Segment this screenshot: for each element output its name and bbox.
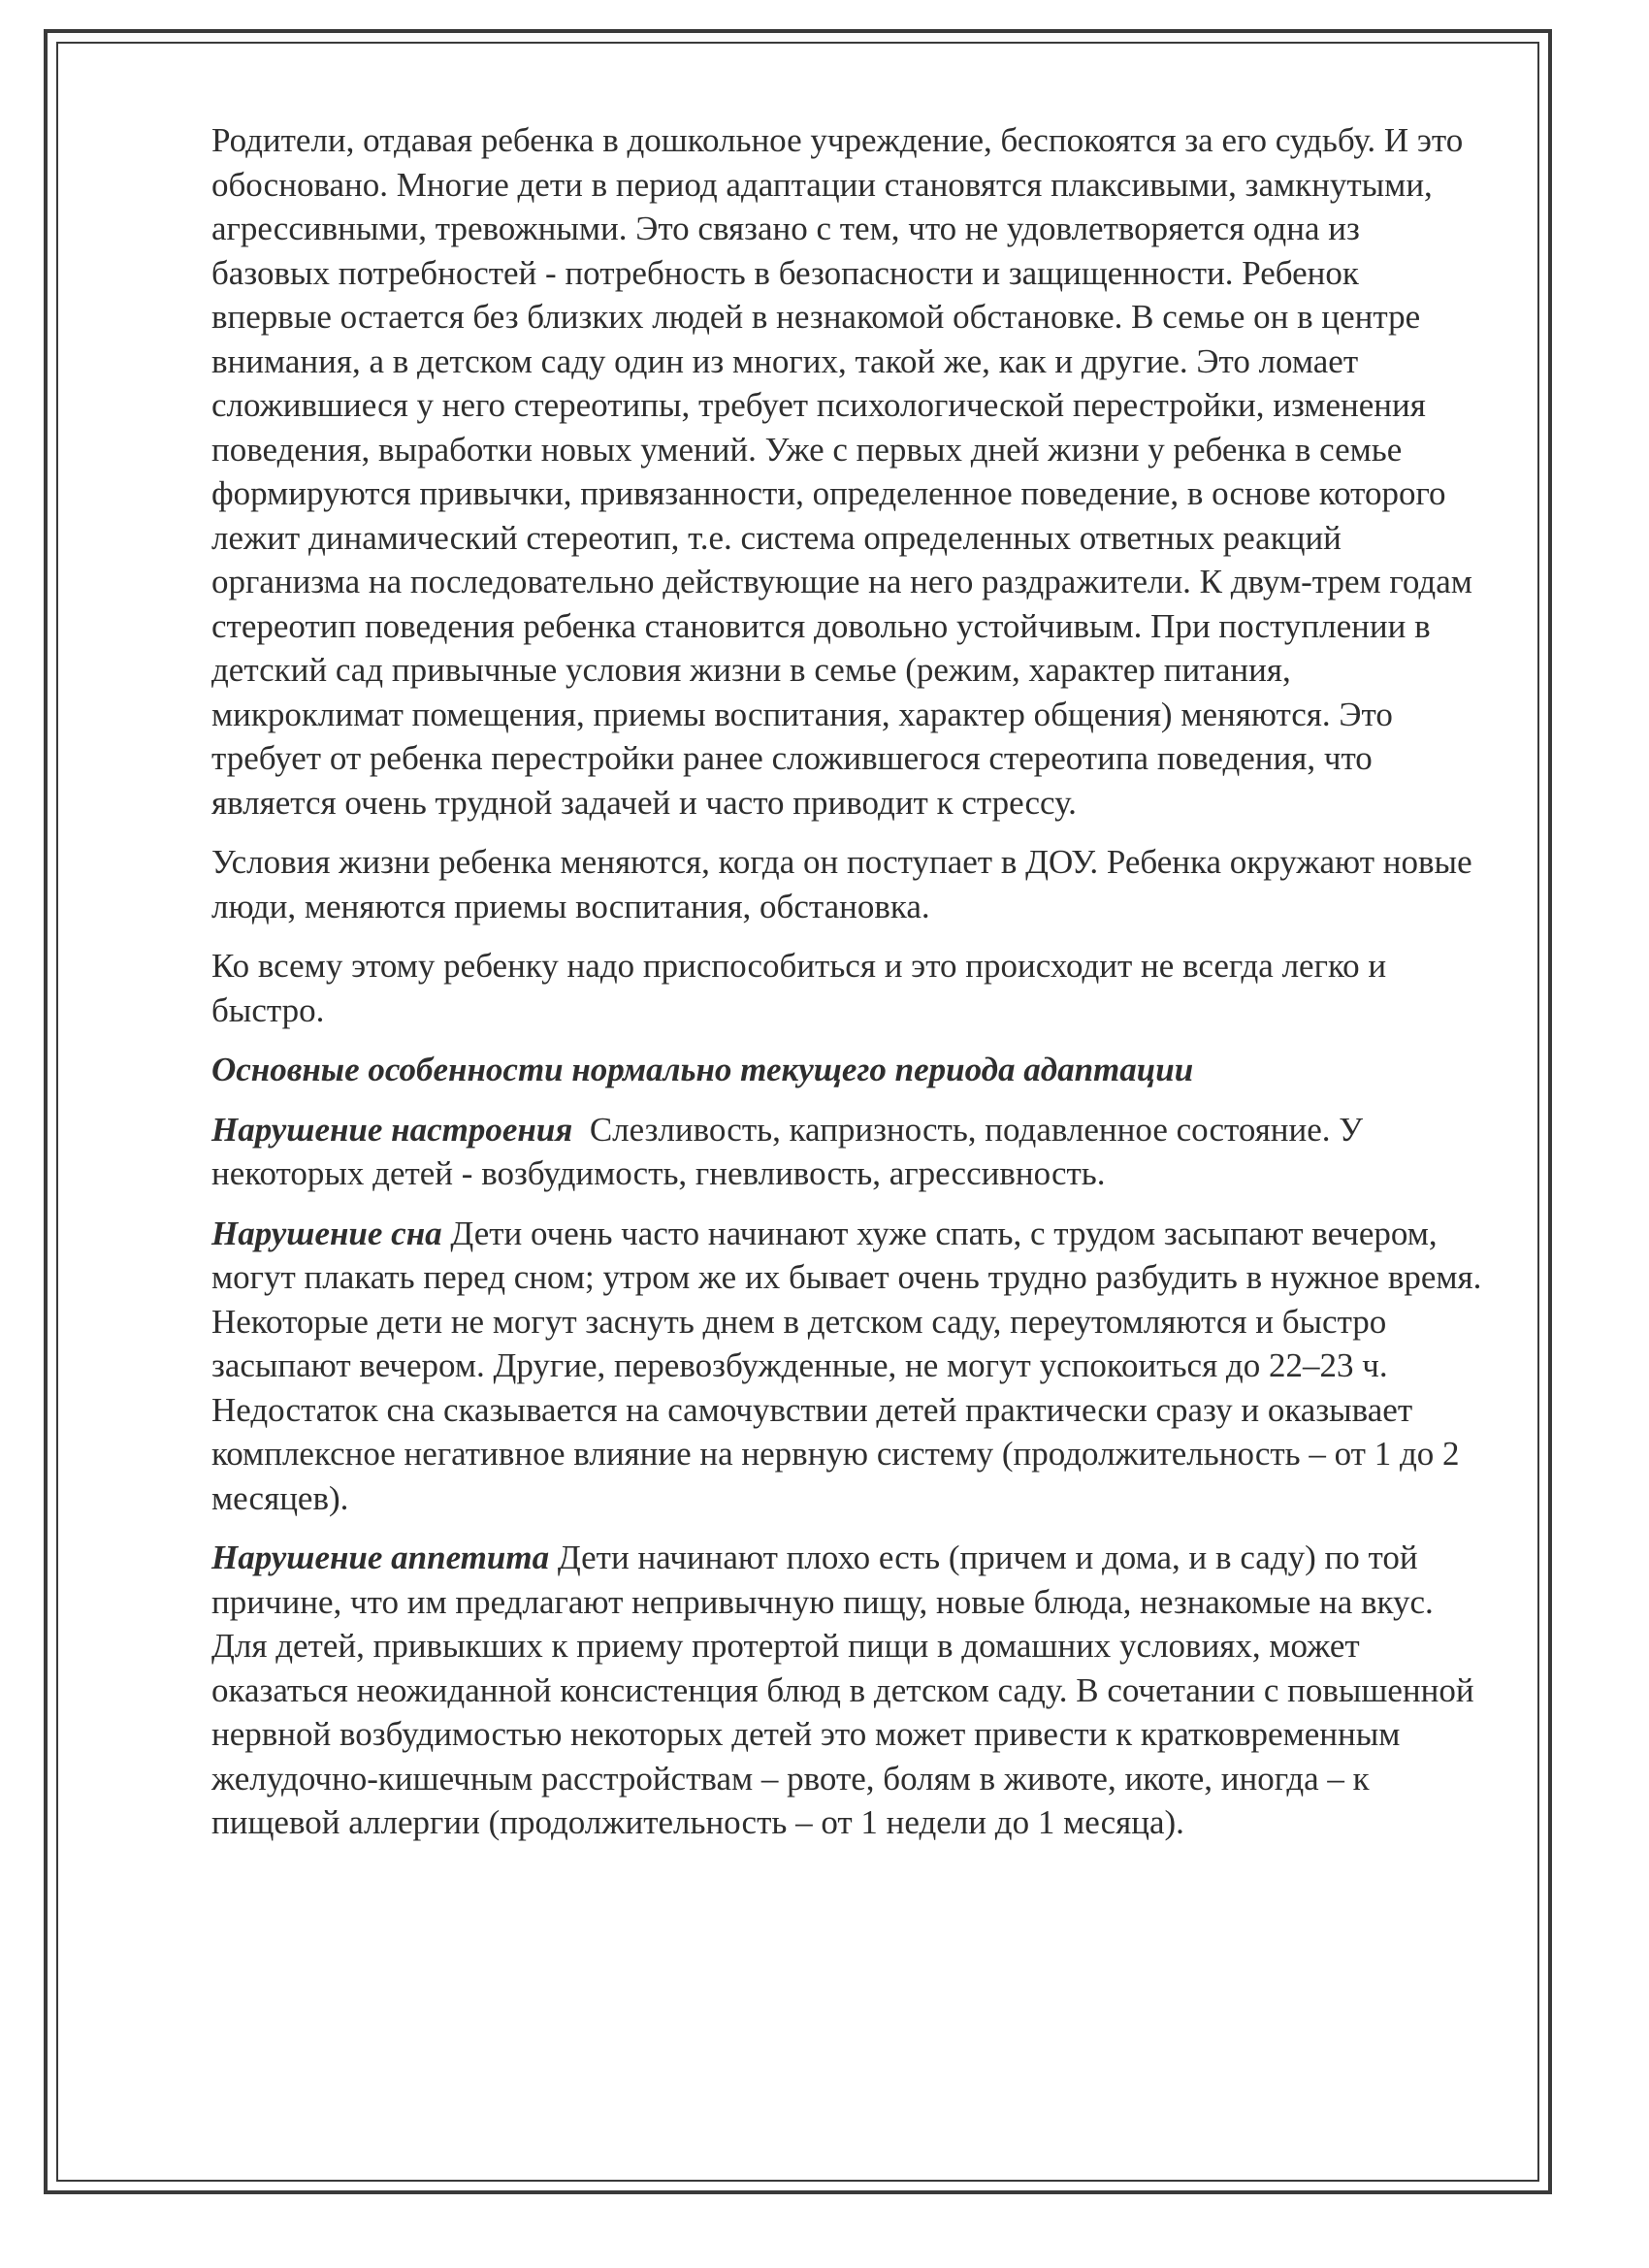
section-mood bbox=[211, 1108, 1482, 1196]
paragraph-text: Ко всему этому ребенку надо приспособиться и это происходит не всегда легко и быстро. bbox=[211, 947, 1387, 1029]
section-lead: Нарушение настроения bbox=[211, 1110, 573, 1149]
document-body bbox=[211, 118, 1491, 1861]
intro-paragraph-2 bbox=[211, 840, 1482, 928]
intro-paragraph-3 bbox=[211, 944, 1482, 1032]
section-text: Слезливость, капризность, подавленное состояние. У некоторых детей - возбудимость, гневливость, агрессивность. bbox=[211, 1110, 1372, 1192]
section-text: Дети очень часто начинают хуже спать, с трудом засыпают вечером, могут плакать перед сном; утром же их бывает очень трудно разбудить в нужное время. Некоторые дети не могут заснуть днем в детском саду, переутомляются и быстро засыпают вечером. Другие, перевозбужденные, не могут успокоиться до 22–23 ч. Недостаток сна сказывается на самочувствии детей практически сразу и оказывает комплексное негативное влияние на нервную систему (продолжительность – от 1 до 2 месяцев). bbox=[211, 1214, 1491, 1517]
section-lead: Нарушение аппетита bbox=[211, 1539, 550, 1576]
section-lead: Нарушение сна bbox=[211, 1214, 442, 1252]
section-sleep bbox=[211, 1212, 1491, 1521]
paragraph-text: Условия жизни ребенка меняются, когда он поступает в ДОУ. Ребенка окружают новые люди, меняются приемы воспитания, обстановка. bbox=[211, 843, 1472, 925]
section-heading: Основные особенности нормально текущего периода адаптации bbox=[211, 1051, 1194, 1088]
paragraph-text: Родители, отдавая ребенка в дошкольное учреждение, беспокоятся за его судьбу. И это обосновано. Многие дети в период адаптации становятся плаксивыми, замкнутыми, агрессивными, тревожными. Это связано с тем, что не удовлетворяется одна из базовых потребностей - потребность в безопасности и защищенности. Ребенок впервые остается без близких людей в незнакомой обстановке. В семье он в центре внимания, а в детском саду один из многих, такой же, как и другие. Это ломает сложившиеся у него стереотипы, требует психологической перестройки, изменения поведения, выработки новых умений. Уже с первых дней жизни у ребенка в семье формируются привычки, привязанности, определенное поведение, в основе которого лежит динамический стереотип, т.е. система определенных ответных реакций организма на последовательно действующие на него раздражители. К двум-трем годам стереотип поведения ребенка становится довольно устойчивым. При поступлении в детский сад привычные условия жизни в семье (режим, характер питания, микроклимат помещения, приемы воспитания, характер общения) меняются. Это требует от ребенка перестройки ранее сложившегося стереотипа поведения, что является очень трудной задачей и часто приводит к стрессу. bbox=[211, 121, 1472, 822]
section-text: Дети начинают плохо есть (причем и дома, и в саду) по той причине, что им предлагают непривычную пищу, новые блюда, незнакомые на вкус. Для детей, привыкших к приему протертой пищи в домашних условиях, может оказаться неожиданной консистенция блюд в детском саду. В сочетании с повышенной нервной возбудимостью некоторых детей это может привести к кратковременным желудочно-кишечным расстройствам – рвоте, болям в животе, икоте, иногда – к пищевой аллергии (продолжительность – от 1 недели до 1 месяца). bbox=[211, 1539, 1483, 1841]
intro-paragraph-1 bbox=[211, 118, 1482, 825]
section-appetite bbox=[211, 1536, 1482, 1845]
